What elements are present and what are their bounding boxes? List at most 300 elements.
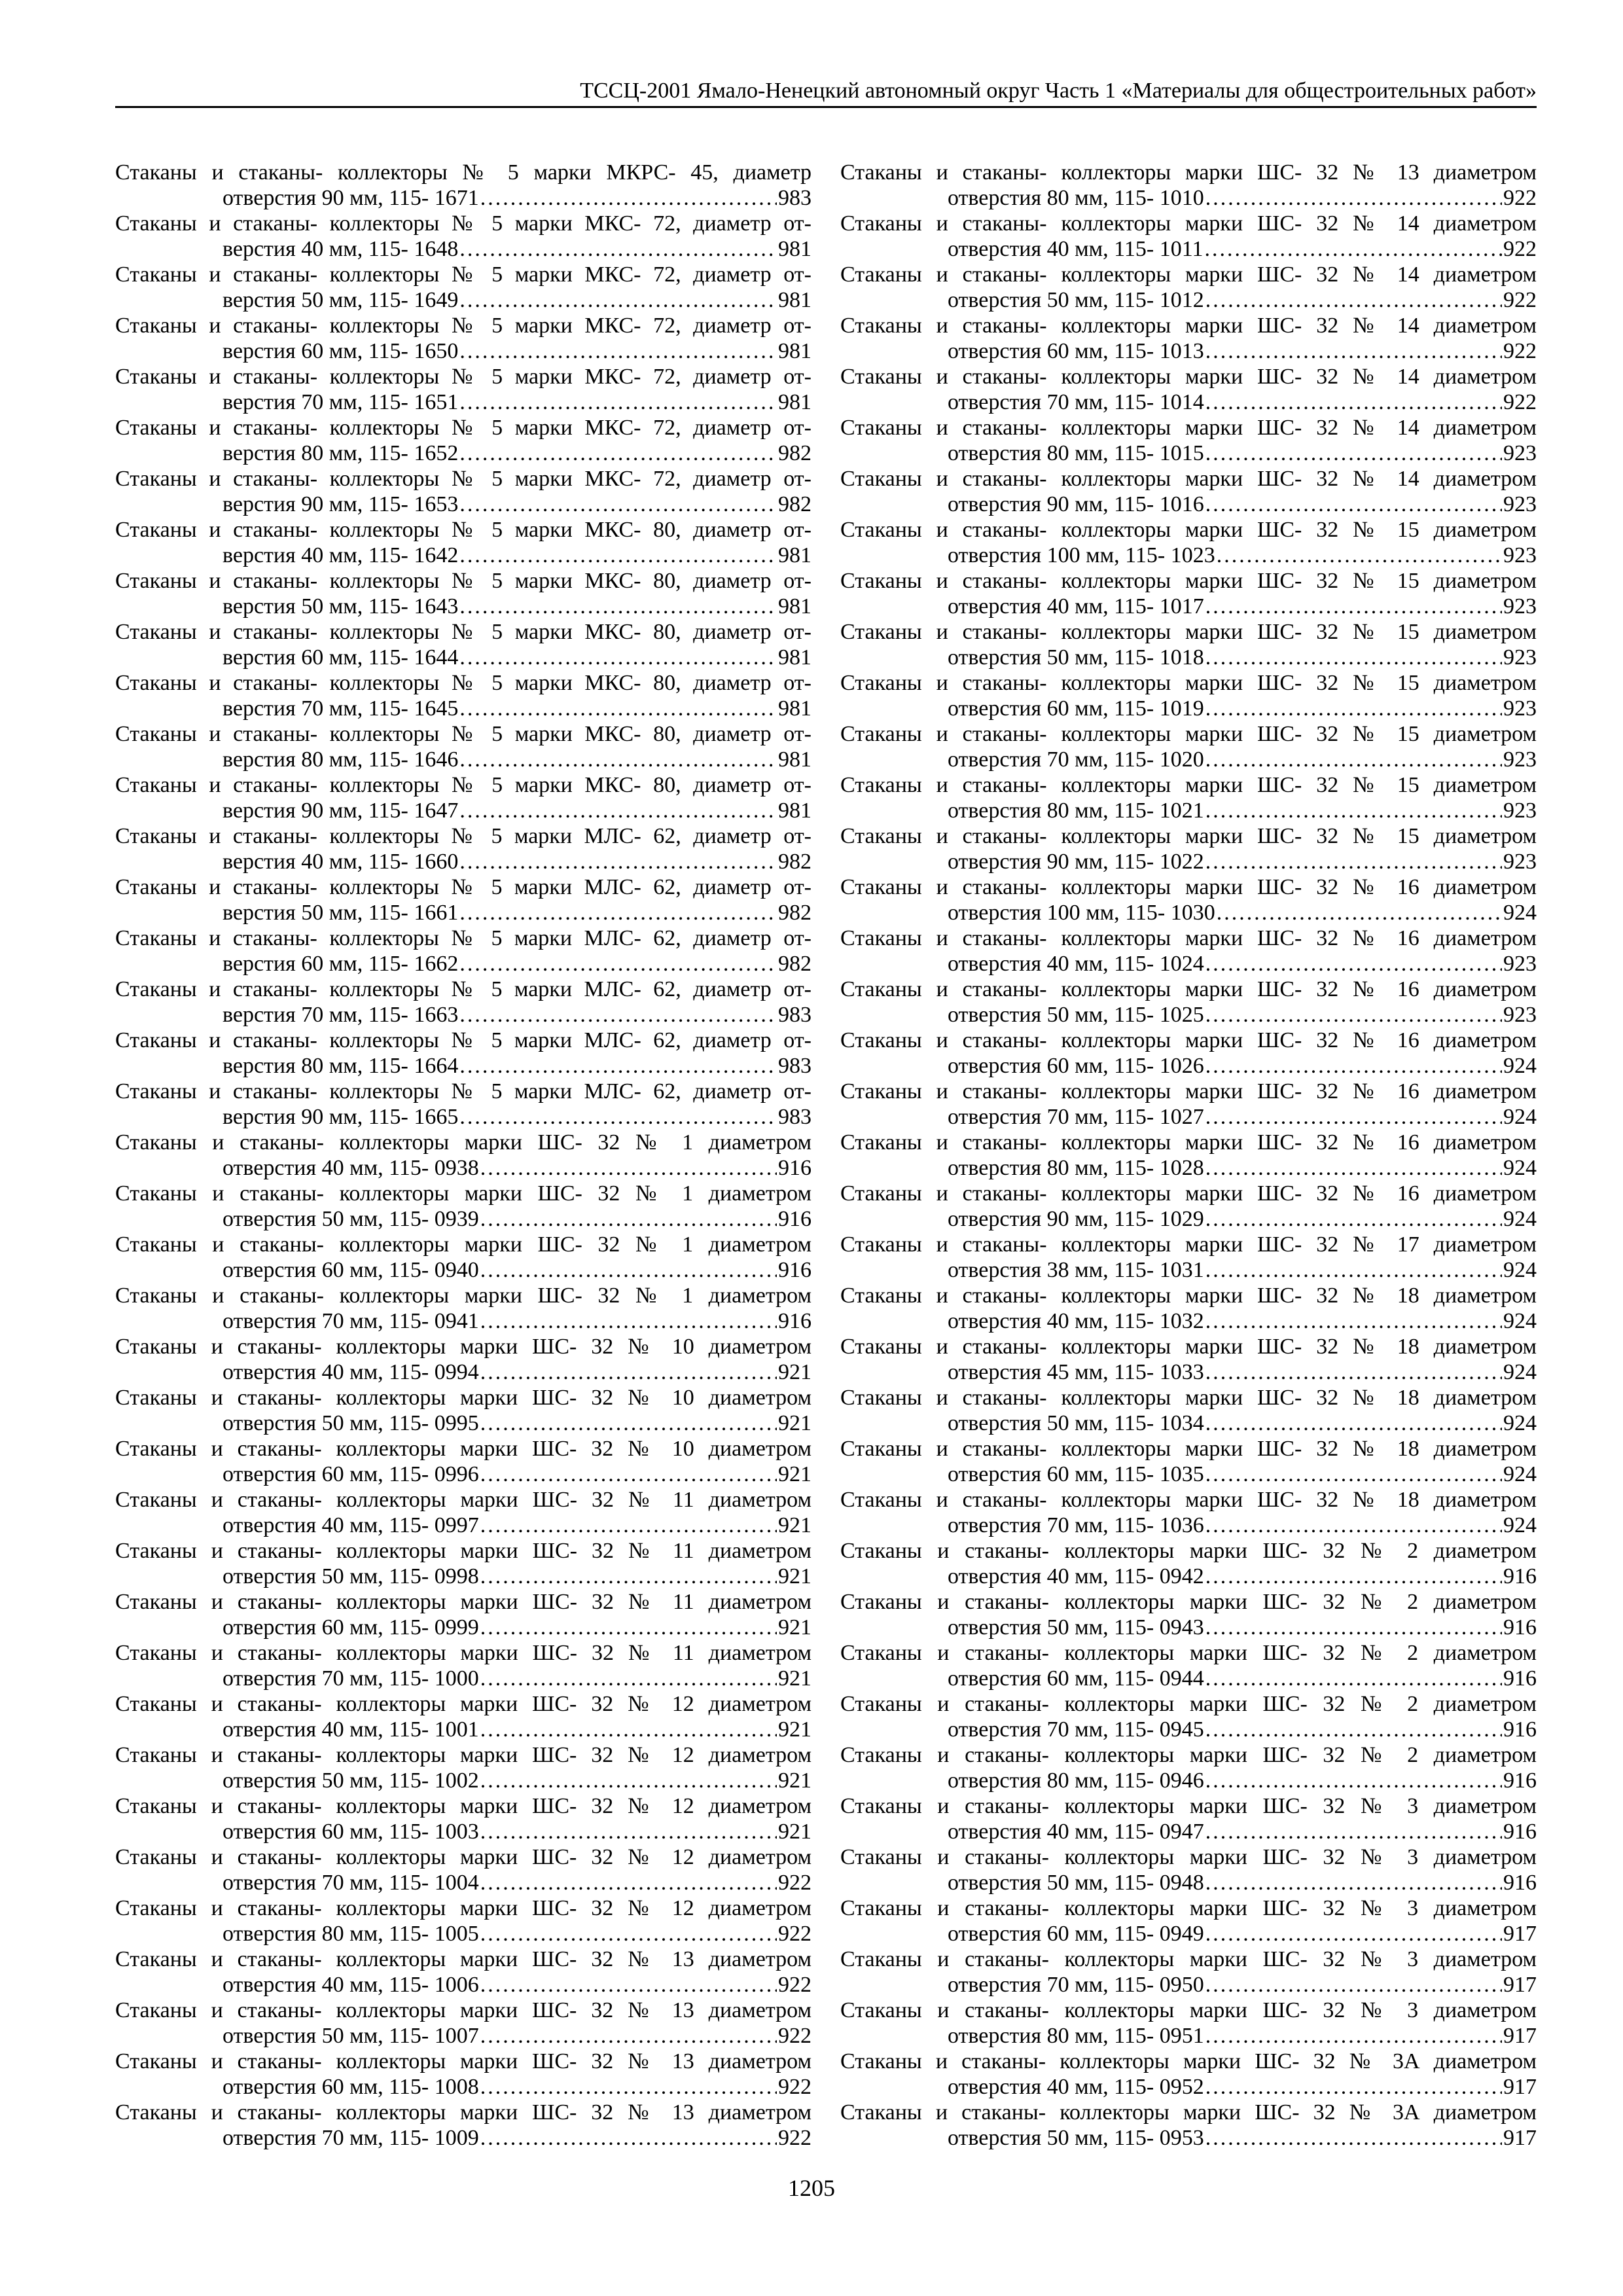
dot-leader [1205,1717,1502,1742]
entry-page-number: 924 [1503,1105,1537,1129]
entry-page-number: 924 [1503,1360,1537,1384]
entry-detail-line [840,338,1537,364]
dot-leader [1205,1768,1502,1793]
entry-code: отверстия 90 мм, 115- 1029 [948,1207,1204,1231]
dot-leader [1205,440,1502,466]
entry-code: отверстия 60 мм, 115- 0949 [948,1922,1204,1946]
entry-code: верстия 80 мм, 115- 1652 [223,441,459,465]
entry-page-number: 923 [1503,645,1537,670]
dot-leader [480,1513,777,1538]
entry-code: отверстия 70 мм, 115- 1000 [223,1666,479,1691]
index-entry [115,1181,812,1232]
index-entry [115,823,812,874]
entry-detail-line [115,2125,812,2151]
entry-page-number: 921 [778,1462,812,1486]
entry-detail-line [115,1359,812,1385]
dot-leader [480,1410,777,1436]
entry-detail-line [840,440,1537,466]
entry-code: верстия 40 мм, 115- 1648 [223,237,459,261]
entry-detail-line [115,1206,812,1232]
entry-detail-line [840,747,1537,772]
entry-title: Стаканы и стаканы- коллекторы марки ШС- 32 № 14 диаметром [840,211,1537,236]
index-entry [115,1742,812,1793]
dot-leader [1205,1359,1502,1385]
entry-code: верстия 40 мм, 115- 1642 [223,543,459,567]
entry-detail-line [115,185,812,211]
entry-detail-line [115,1410,812,1436]
entry-code: отверстия 50 мм, 115- 1002 [223,1768,479,1793]
entry-code: отверстия 70 мм, 115- 1027 [948,1105,1204,1129]
entry-title: Стаканы и стаканы- коллекторы марки ШС- 32 № 13 диаметром [115,2100,812,2125]
dot-leader [1205,492,1502,517]
entry-detail-line [840,1717,1537,1742]
index-entry [840,364,1537,415]
entry-title: Стаканы и стаканы- коллекторы марки ШС- 32 № 16 диаметром [840,926,1537,950]
index-entry [840,772,1537,823]
entry-code: отверстия 40 мм, 115- 0997 [223,1513,479,1537]
page-header [115,71,1537,108]
dot-leader [1217,900,1502,925]
entry-code: отверстия 50 мм, 115- 0995 [223,1411,479,1435]
entry-page-number: 924 [1503,1258,1537,1282]
entry-title: Стаканы и стаканы- коллекторы марки ШС- 32 № 14 диаметром [840,416,1537,440]
entry-title: Стаканы и стаканы- коллекторы марки ШС- 32 № 13 диаметром [115,1998,812,2022]
index-entry [840,925,1537,977]
entry-detail-line [840,1104,1537,1130]
entry-title: Стаканы и стаканы- коллекторы № 5 марки МЛС- 62, диаметр от- [115,977,812,1001]
entry-detail-line [115,287,812,313]
entry-code: верстия 80 мм, 115- 1646 [223,747,459,772]
entry-page-number: 924 [1503,1156,1537,1180]
dot-leader [1205,287,1502,313]
entry-detail-line [840,1564,1537,1589]
entry-detail-line [115,236,812,262]
entry-detail-line [115,747,812,772]
entry-detail-line [115,543,812,568]
index-entry [115,977,812,1028]
index-entry [115,874,812,925]
dot-leader [1205,1206,1502,1232]
dot-leader [459,951,777,977]
index-entry [115,1334,812,1385]
entry-detail-line [115,900,812,925]
entry-title: Стаканы и стаканы- коллекторы марки ШС- 32 № 11 диаметром [115,1539,812,1563]
dot-leader [1217,543,1502,568]
dot-leader [459,543,777,568]
index-column-left [115,160,812,2151]
entry-page-number: 922 [778,1922,812,1946]
entry-code: отверстия 50 мм, 115- 0939 [223,1207,479,1231]
entry-code: отверстия 60 мм, 115- 1008 [223,2075,479,2099]
dot-leader [1205,1564,1502,1589]
index-entry [840,1538,1537,1589]
dot-leader [1205,2074,1502,2100]
dot-leader [459,645,777,670]
index-entry [840,1130,1537,1181]
entry-code: отверстия 40 мм, 115- 1024 [948,952,1204,976]
entry-title: Стаканы и стаканы- коллекторы марки ШС- 32 № 1 диаметром [115,1232,812,1257]
index-column-right [840,160,1537,2151]
index-entry [115,772,812,823]
entry-detail-line [840,1053,1537,1079]
index-entry [115,1130,812,1181]
entry-detail-line [115,696,812,721]
entry-code: отверстия 90 мм, 115- 1016 [948,492,1204,516]
entry-code: отверстия 50 мм, 115- 0943 [948,1615,1204,1640]
entry-code: верстия 90 мм, 115- 1653 [223,492,459,516]
entry-page-number: 916 [1503,1717,1537,1742]
entry-detail-line [840,1819,1537,1844]
entry-code: отверстия 70 мм, 115- 0941 [223,1309,479,1333]
index-entry [840,977,1537,1028]
entry-code: верстия 40 мм, 115- 1660 [223,850,459,874]
entry-code: отверстия 70 мм, 115- 0950 [948,1973,1204,1997]
entry-title: Стаканы и стаканы- коллекторы марки ШС- 32 № 16 диаметром [840,1028,1537,1052]
entry-detail-line [115,798,812,823]
index-entry [840,1742,1537,1793]
entry-detail-line [840,1257,1537,1283]
entry-title: Стаканы и стаканы- коллекторы № 5 марки МКРС- 45, диаметр [115,160,812,185]
entry-code: отверстия 80 мм, 115- 1021 [948,798,1204,823]
entry-title: Стаканы и стаканы- коллекторы марки ШС- 32 № 2 диаметром [840,1641,1537,1665]
entry-code: отверстия 40 мм, 115- 1032 [948,1309,1204,1333]
entry-code: отверстия 38 мм, 115- 1031 [948,1258,1204,1282]
entry-title: Стаканы и стаканы- коллекторы № 5 марки МЛС- 62, диаметр от- [115,1079,812,1103]
dot-leader [1205,849,1502,874]
dot-leader [459,338,777,364]
dot-leader [459,849,777,874]
index-entry [840,1640,1537,1691]
entry-detail-line [115,951,812,977]
entry-detail-line [840,951,1537,977]
entry-detail-line [115,1768,812,1793]
index-entry [840,1232,1537,1283]
entry-detail-line [840,1359,1537,1385]
entry-code: отверстия 40 мм, 115- 1006 [223,1973,479,1997]
entry-title: Стаканы и стаканы- коллекторы № 5 марки МКС- 80, диаметр от- [115,569,812,593]
entry-code: отверстия 70 мм, 115- 1009 [223,2126,479,2150]
dot-leader [1205,1870,1502,1895]
entry-detail-line [115,594,812,619]
entry-page-number: 981 [778,594,812,619]
index-entry [115,1436,812,1487]
dot-leader [1205,798,1502,823]
dot-leader [480,1359,777,1385]
entry-page-number: 916 [778,1309,812,1333]
entry-code: отверстия 70 мм, 115- 1004 [223,1871,479,1895]
entry-detail-line [115,1870,812,1895]
index-entry [115,1946,812,1998]
entry-code: отверстия 50 мм, 115- 0998 [223,1564,479,1588]
entry-code: отверстия 80 мм, 115- 1028 [948,1156,1204,1180]
entry-page-number: 922 [778,2024,812,2048]
dot-leader [1205,1410,1502,1436]
entry-page-number: 982 [778,441,812,465]
entry-title: Стаканы и стаканы- коллекторы марки ШС- 32 № 1 диаметром [115,1130,812,1155]
entry-page-number: 916 [1503,1666,1537,1691]
dot-leader [459,594,777,619]
entry-title: Стаканы и стаканы- коллекторы № 5 марки МЛС- 62, диаметр от- [115,926,812,950]
entry-title: Стаканы и стаканы- коллекторы № 5 марки МКС- 72, диаметр от- [115,416,812,440]
page-number: 1205 [788,2175,835,2201]
entry-page-number: 983 [778,186,812,210]
entry-title: Стаканы и стаканы- коллекторы № 5 марки МЛС- 62, диаметр от- [115,824,812,848]
entry-title: Стаканы и стаканы- коллекторы марки ШС- 32 № 2 диаметром [840,1590,1537,1614]
entry-code: отверстия 50 мм, 115- 1025 [948,1003,1204,1027]
index-entry [115,262,812,313]
entry-title: Стаканы и стаканы- коллекторы марки ШС- 32 № 18 диаметром [840,1335,1537,1359]
entry-page-number: 923 [1503,952,1537,976]
entry-code: отверстия 40 мм, 115- 0947 [948,1820,1204,1844]
entry-title: Стаканы и стаканы- коллекторы марки ШС- 32 № 18 диаметром [840,1488,1537,1512]
entry-title: Стаканы и стаканы- коллекторы марки ШС- 32 № 3 диаметром [840,1947,1537,1971]
entry-code: верстия 50 мм, 115- 1649 [223,288,459,312]
entry-title: Стаканы и стаканы- коллекторы марки ШС- 32 № 1 диаметром [115,1283,812,1308]
dot-leader [480,1615,777,1640]
entry-detail-line [840,543,1537,568]
entry-detail-line [840,1870,1537,1895]
entry-detail-line [115,1104,812,1130]
entry-detail-line [115,1615,812,1640]
entry-page-number: 917 [1503,2024,1537,2048]
entry-code: отверстия 50 мм, 115- 1012 [948,288,1204,312]
index-entry [840,1334,1537,1385]
index-entry [115,2100,812,2151]
entry-title: Стаканы и стаканы- коллекторы марки ШС- 32 № 3 диаметром [840,1794,1537,1818]
entry-detail-line [840,185,1537,211]
index-entry [115,670,812,721]
entry-title: Стаканы и стаканы- коллекторы марки ШС- 32 № 3 диаметром [840,1998,1537,2022]
entry-page-number: 923 [1503,492,1537,516]
dot-leader [480,1717,777,1742]
entry-page-number: 923 [1503,696,1537,721]
entry-detail-line [840,236,1537,262]
entry-title: Стаканы и стаканы- коллекторы марки ШС- 32 № 13 диаметром [115,2049,812,2073]
entry-code: отверстия 60 мм, 115- 1019 [948,696,1204,721]
entry-code: верстия 70 мм, 115- 1663 [223,1003,459,1027]
entry-detail-line [840,1462,1537,1487]
dot-leader [1205,1257,1502,1283]
dot-leader [1205,747,1502,772]
dot-leader [1205,338,1502,364]
entry-detail-line [840,1206,1537,1232]
entry-page-number: 982 [778,850,812,874]
index-entry [840,262,1537,313]
index-entry [115,364,812,415]
entry-code: отверстия 40 мм, 115- 0952 [948,2075,1204,2099]
entry-page-number: 922 [778,1973,812,1997]
entry-title: Стаканы и стаканы- коллекторы марки ШС- 32 № 10 диаметром [115,1335,812,1359]
entry-title: Стаканы и стаканы- коллекторы марки ШС- 32 № 12 диаметром [115,1845,812,1869]
index-entry [115,1998,812,2049]
entry-detail-line [115,1819,812,1844]
entry-title: Стаканы и стаканы- коллекторы марки ШС- 32 № 10 диаметром [115,1386,812,1410]
index-entry [115,721,812,772]
dot-leader [1205,1666,1502,1691]
dot-leader [459,1002,777,1028]
entry-code: отверстия 40 мм, 115- 1001 [223,1717,479,1742]
index-entry [840,1436,1537,1487]
entry-page-number: 917 [1503,1922,1537,1946]
index-entry [115,619,812,670]
entry-page-number: 981 [778,339,812,363]
entry-title: Стаканы и стаканы- коллекторы марки ШС- 32 № 17 диаметром [840,1232,1537,1257]
dot-leader [459,389,777,415]
entry-page-number: 923 [1503,798,1537,823]
dot-leader [459,492,777,517]
entry-title: Стаканы и стаканы- коллекторы марки ШС- 32 № 2 диаметром [840,1743,1537,1767]
entry-detail-line [115,1053,812,1079]
entry-page-number: 916 [778,1207,812,1231]
dot-leader [1205,1513,1502,1538]
entry-detail-line [840,798,1537,823]
entry-code: отверстия 80 мм, 115- 0951 [948,2024,1204,2048]
entry-title: Стаканы и стаканы- коллекторы марки ШС- 32 № 15 диаметром [840,518,1537,542]
index-entry [115,568,812,619]
entry-detail-line [115,2074,812,2100]
entry-page-number: 921 [778,1360,812,1384]
entry-title: Стаканы и стаканы- коллекторы марки ШС- 32 № 15 диаметром [840,722,1537,746]
dot-leader [459,747,777,772]
index-entry [840,2049,1537,2100]
entry-detail-line [115,1462,812,1487]
entry-detail-line [840,1513,1537,1538]
entry-page-number: 923 [1503,850,1537,874]
entry-detail-line [115,1155,812,1181]
entry-detail-line [840,645,1537,670]
entry-page-number: 922 [778,2126,812,2150]
index-entry [115,1028,812,1079]
entry-detail-line [840,900,1537,925]
dot-leader [480,1972,777,1998]
entry-code: отверстия 90 мм, 115- 1022 [948,850,1204,874]
entry-code: отверстия 60 мм, 115- 0940 [223,1258,479,1282]
entry-title: Стаканы и стаканы- коллекторы марки ШС- 32 № 18 диаметром [840,1386,1537,1410]
entry-page-number: 982 [778,952,812,976]
dot-leader [480,1819,777,1844]
entry-detail-line [115,645,812,670]
entry-page-number: 916 [1503,1564,1537,1588]
index-entry [840,1487,1537,1538]
entry-detail-line [115,1564,812,1589]
entry-detail-line [840,1666,1537,1691]
entry-detail-line [840,2023,1537,2049]
entry-code: отверстия 50 мм, 115- 1034 [948,1411,1204,1435]
index-entry [115,1538,812,1589]
entry-title: Стаканы и стаканы- коллекторы марки ШС- 32 № 3 диаметром [840,1845,1537,1869]
entry-detail-line [840,1002,1537,1028]
entry-page-number: 922 [778,2075,812,2099]
dot-leader [480,1155,777,1181]
entry-page-number: 924 [1503,1054,1537,1078]
entry-title: Стаканы и стаканы- коллекторы марки ШС- 32 № 15 диаметром [840,671,1537,695]
entry-title: Стаканы и стаканы- коллекторы марки ШС- 32 № 16 диаметром [840,1130,1537,1155]
index-entry [840,1385,1537,1436]
entry-page-number: 921 [778,1820,812,1844]
entry-detail-line [115,849,812,874]
entry-title: Стаканы и стаканы- коллекторы марки ШС- 32 № 15 диаметром [840,569,1537,593]
entry-page-number: 923 [1503,441,1537,465]
dot-leader [1205,696,1502,721]
entry-code: отверстия 40 мм, 115- 0994 [223,1360,479,1384]
entry-page-number: 923 [1503,543,1537,567]
index-entry [115,466,812,517]
entry-code: отверстия 50 мм, 115- 1018 [948,645,1204,670]
entry-detail-line [840,1768,1537,1793]
index-entry [115,1793,812,1844]
entry-code: верстия 80 мм, 115- 1664 [223,1054,459,1078]
entry-title: Стаканы и стаканы- коллекторы марки ШС- 32 № 2 диаметром [840,1692,1537,1716]
index-entry [840,1691,1537,1742]
entry-detail-line [115,492,812,517]
entry-page-number: 921 [778,1411,812,1435]
entry-code: верстия 90 мм, 115- 1665 [223,1105,459,1129]
entry-detail-line [840,1155,1537,1181]
entry-title: Стаканы и стаканы- коллекторы № 5 марки МКС- 72, диаметр от- [115,211,812,236]
index-entry [115,1283,812,1334]
entry-page-number: 923 [1503,594,1537,619]
entry-code: верстия 70 мм, 115- 1651 [223,390,459,414]
entry-page-number: 916 [1503,1768,1537,1793]
entry-title: Стаканы и стаканы- коллекторы марки ШС- 32 № 15 диаметром [840,773,1537,797]
entry-detail-line [840,492,1537,517]
entry-page-number: 921 [778,1564,812,1588]
entry-detail-line [840,1308,1537,1334]
entry-detail-line [115,1308,812,1334]
index-entry [840,160,1537,211]
entry-detail-line [840,1921,1537,1946]
dot-leader [480,1206,777,1232]
entry-code: верстия 50 мм, 115- 1661 [223,901,459,925]
entry-detail-line [840,1410,1537,1436]
entry-detail-line [840,389,1537,415]
index-entry [840,1028,1537,1079]
entry-code: отверстия 40 мм, 115- 1011 [948,237,1204,261]
entry-title: Стаканы и стаканы- коллекторы марки ШС- 32 № 1 диаметром [115,1181,812,1206]
dot-leader [1205,1002,1502,1028]
entry-page-number: 924 [1503,1309,1537,1333]
dot-leader [480,185,777,211]
index-entry [840,1844,1537,1895]
entry-page-number: 922 [1503,390,1537,414]
entry-code: отверстия 100 мм, 115- 1030 [948,901,1215,925]
entry-title: Стаканы и стаканы- коллекторы марки ШС- 32 № 12 диаметром [115,1692,812,1716]
index-entry [840,721,1537,772]
index-entry [840,1998,1537,2049]
entry-page-number: 981 [778,390,812,414]
entry-page-number: 921 [778,1513,812,1537]
index-entry [840,1946,1537,1998]
entry-code: верстия 60 мм, 115- 1662 [223,952,459,976]
index-entry [115,1640,812,1691]
dot-leader [480,1462,777,1487]
entry-code: верстия 90 мм, 115- 1647 [223,798,459,823]
index-entry [115,1487,812,1538]
dot-leader [1205,951,1502,977]
entry-page-number: 922 [778,1871,812,1895]
entry-page-number: 981 [778,543,812,567]
entry-page-number: 921 [778,1615,812,1640]
entry-detail-line [115,1257,812,1283]
dot-leader [480,2125,777,2151]
index-entry [840,823,1537,874]
entry-title: Стаканы и стаканы- коллекторы марки ШС- 32 № 12 диаметром [115,1896,812,1920]
entry-code: отверстия 40 мм, 115- 0938 [223,1156,479,1180]
entry-title: Стаканы и стаканы- коллекторы № 5 марки МКС- 80, диаметр от- [115,722,812,746]
entry-code: верстия 60 мм, 115- 1650 [223,339,459,363]
entry-code: отверстия 60 мм, 115- 0944 [948,1666,1204,1691]
entry-detail-line [115,389,812,415]
